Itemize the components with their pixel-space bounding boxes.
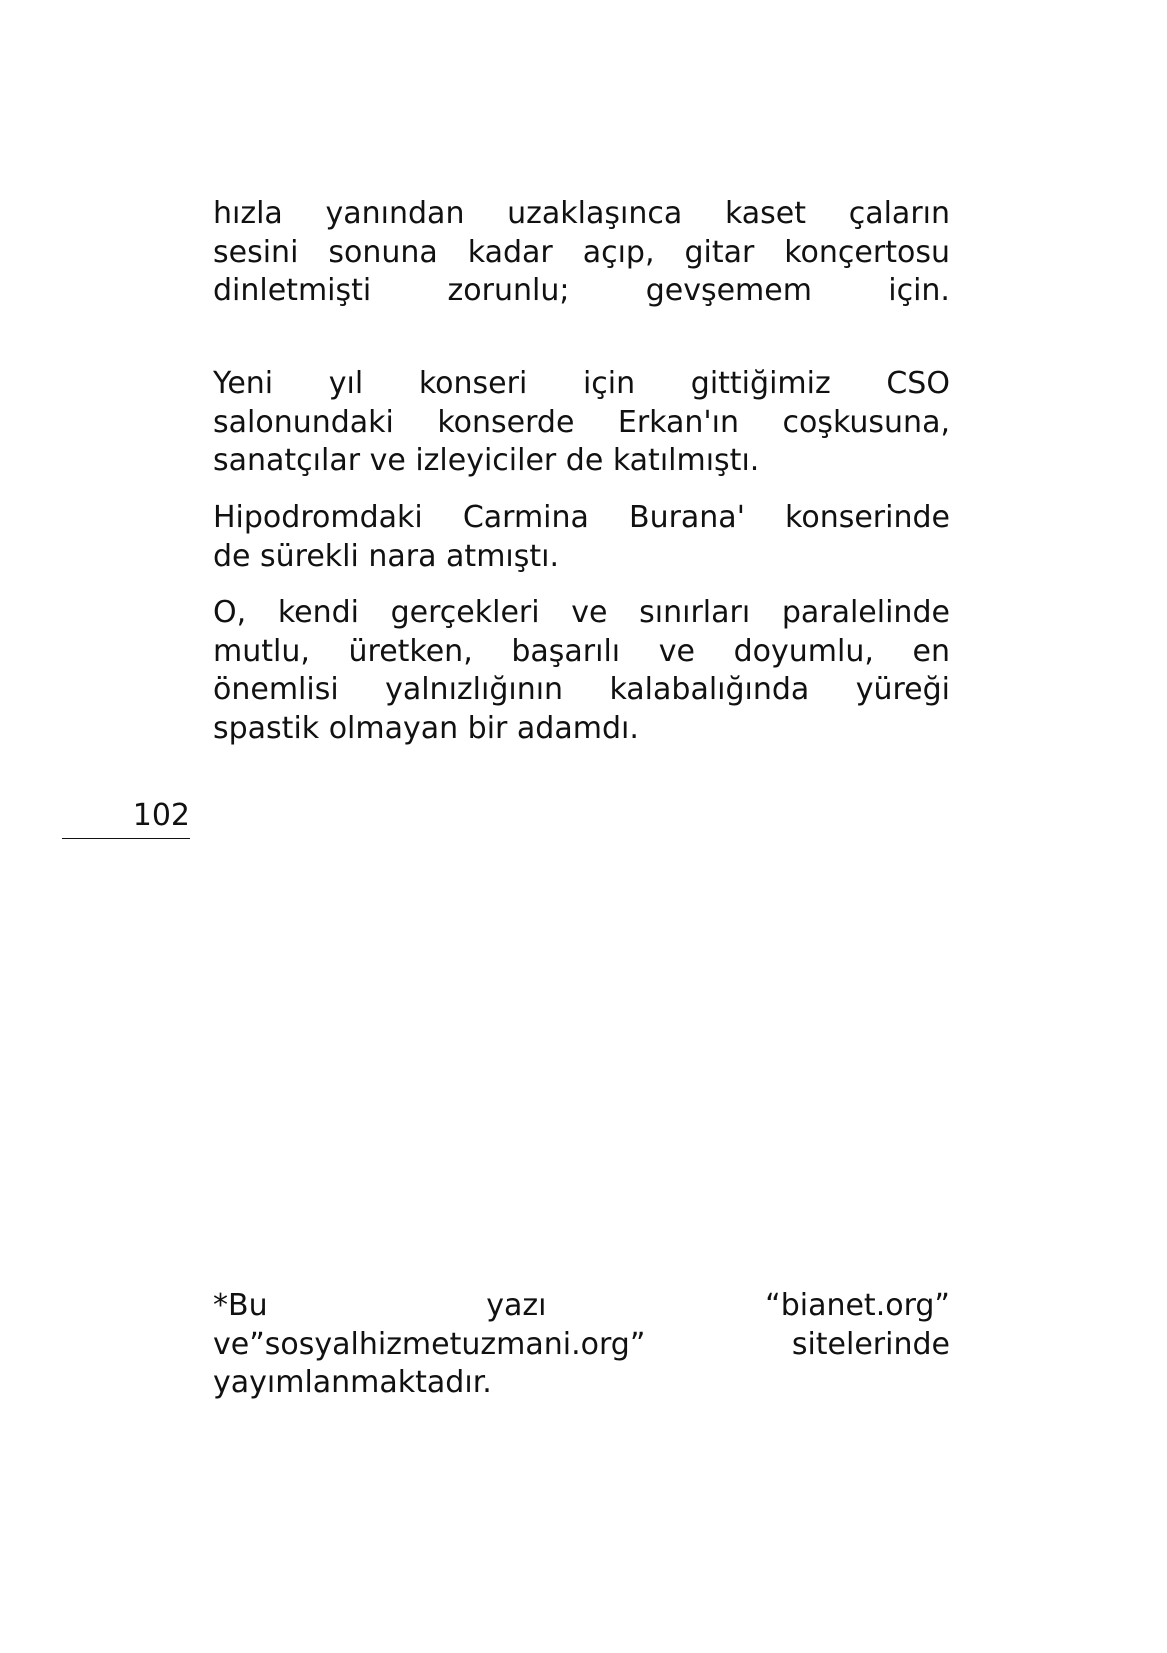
word: Carmina	[462, 500, 589, 535]
word: sitelerinde	[791, 1326, 950, 1362]
text-line	[213, 1287, 950, 1326]
text-line	[213, 272, 950, 311]
word: yazı	[486, 1288, 547, 1323]
word: önemlisi	[213, 672, 339, 707]
word: konserde	[437, 404, 575, 440]
word: yanından	[325, 196, 465, 231]
word: gittiğimiz	[690, 366, 831, 401]
word: başarılı	[511, 633, 621, 669]
word: CSO	[886, 366, 950, 401]
word: salonundaki	[213, 404, 394, 440]
text-line	[213, 1364, 950, 1403]
line-text: spastik olmayan bir adamdı.	[213, 710, 639, 746]
word: sonuna	[328, 234, 438, 270]
line-text: de sürekli nara atmıştı.	[213, 538, 560, 574]
word: O,	[213, 595, 247, 630]
word: konserinde	[785, 500, 950, 535]
page-number: 102	[132, 798, 190, 833]
word: doyumlu,	[733, 633, 874, 669]
word: konçertosu	[784, 234, 950, 270]
text-line	[213, 195, 950, 234]
paragraph-3	[213, 499, 950, 576]
word: için	[582, 366, 636, 401]
text-line	[213, 234, 950, 273]
line-text: yayımlanmaktadır.	[213, 1365, 492, 1400]
word: kalabalığında	[609, 672, 810, 707]
word: en	[912, 633, 950, 669]
text-line	[213, 594, 950, 633]
word: gevşemem	[645, 273, 812, 308]
word: mutlu,	[213, 633, 310, 669]
footnote	[213, 1287, 950, 1403]
word: kadar	[467, 234, 553, 270]
line-text: sanatçılar ve izleyiciler de katılmıştı.	[213, 443, 760, 478]
text-line	[213, 538, 950, 577]
word: Yeni	[213, 366, 274, 401]
word: açıp,	[582, 234, 655, 270]
word: *Bu	[213, 1288, 268, 1323]
word: Hipodromdaki	[213, 500, 423, 535]
word: sesini	[213, 234, 299, 270]
page-number-rule	[62, 838, 190, 839]
word: dinletmişti	[213, 273, 372, 308]
text-line	[213, 404, 950, 443]
word: Erkan'ın	[617, 404, 740, 440]
paragraph-4	[213, 594, 950, 748]
text-line	[213, 633, 950, 672]
word: çaların	[848, 196, 950, 231]
text-line	[213, 1326, 950, 1365]
word: yıl	[328, 366, 364, 401]
word: sınırları	[639, 595, 751, 630]
word: ve”sosyalhizmetuzmani.org”	[213, 1326, 646, 1362]
word: yüreği	[855, 672, 950, 707]
word: yalnızlığının	[385, 672, 564, 707]
word: kaset	[724, 196, 807, 231]
text-line	[213, 710, 950, 749]
text-line	[213, 499, 950, 538]
word: Burana'	[628, 500, 745, 535]
paragraph-2	[213, 365, 950, 481]
text-line	[213, 365, 950, 404]
word: ve	[571, 595, 608, 630]
word: üretken,	[348, 633, 473, 669]
text-line	[213, 442, 950, 481]
word: gerçekleri	[390, 595, 540, 630]
word: “bianet.org”	[765, 1288, 950, 1323]
word: ve	[658, 633, 695, 669]
word: gitar	[684, 234, 755, 270]
text-line	[213, 671, 950, 710]
paragraph-1	[213, 195, 950, 311]
word: uzaklaşınca	[507, 196, 683, 231]
word: için.	[888, 273, 950, 308]
word: hızla	[213, 196, 283, 231]
word: coşkusuna,	[782, 404, 950, 440]
word: paralelinde	[781, 595, 950, 630]
word: zorunlu;	[447, 273, 570, 308]
word: kendi	[277, 595, 359, 630]
word: konseri	[418, 366, 528, 401]
